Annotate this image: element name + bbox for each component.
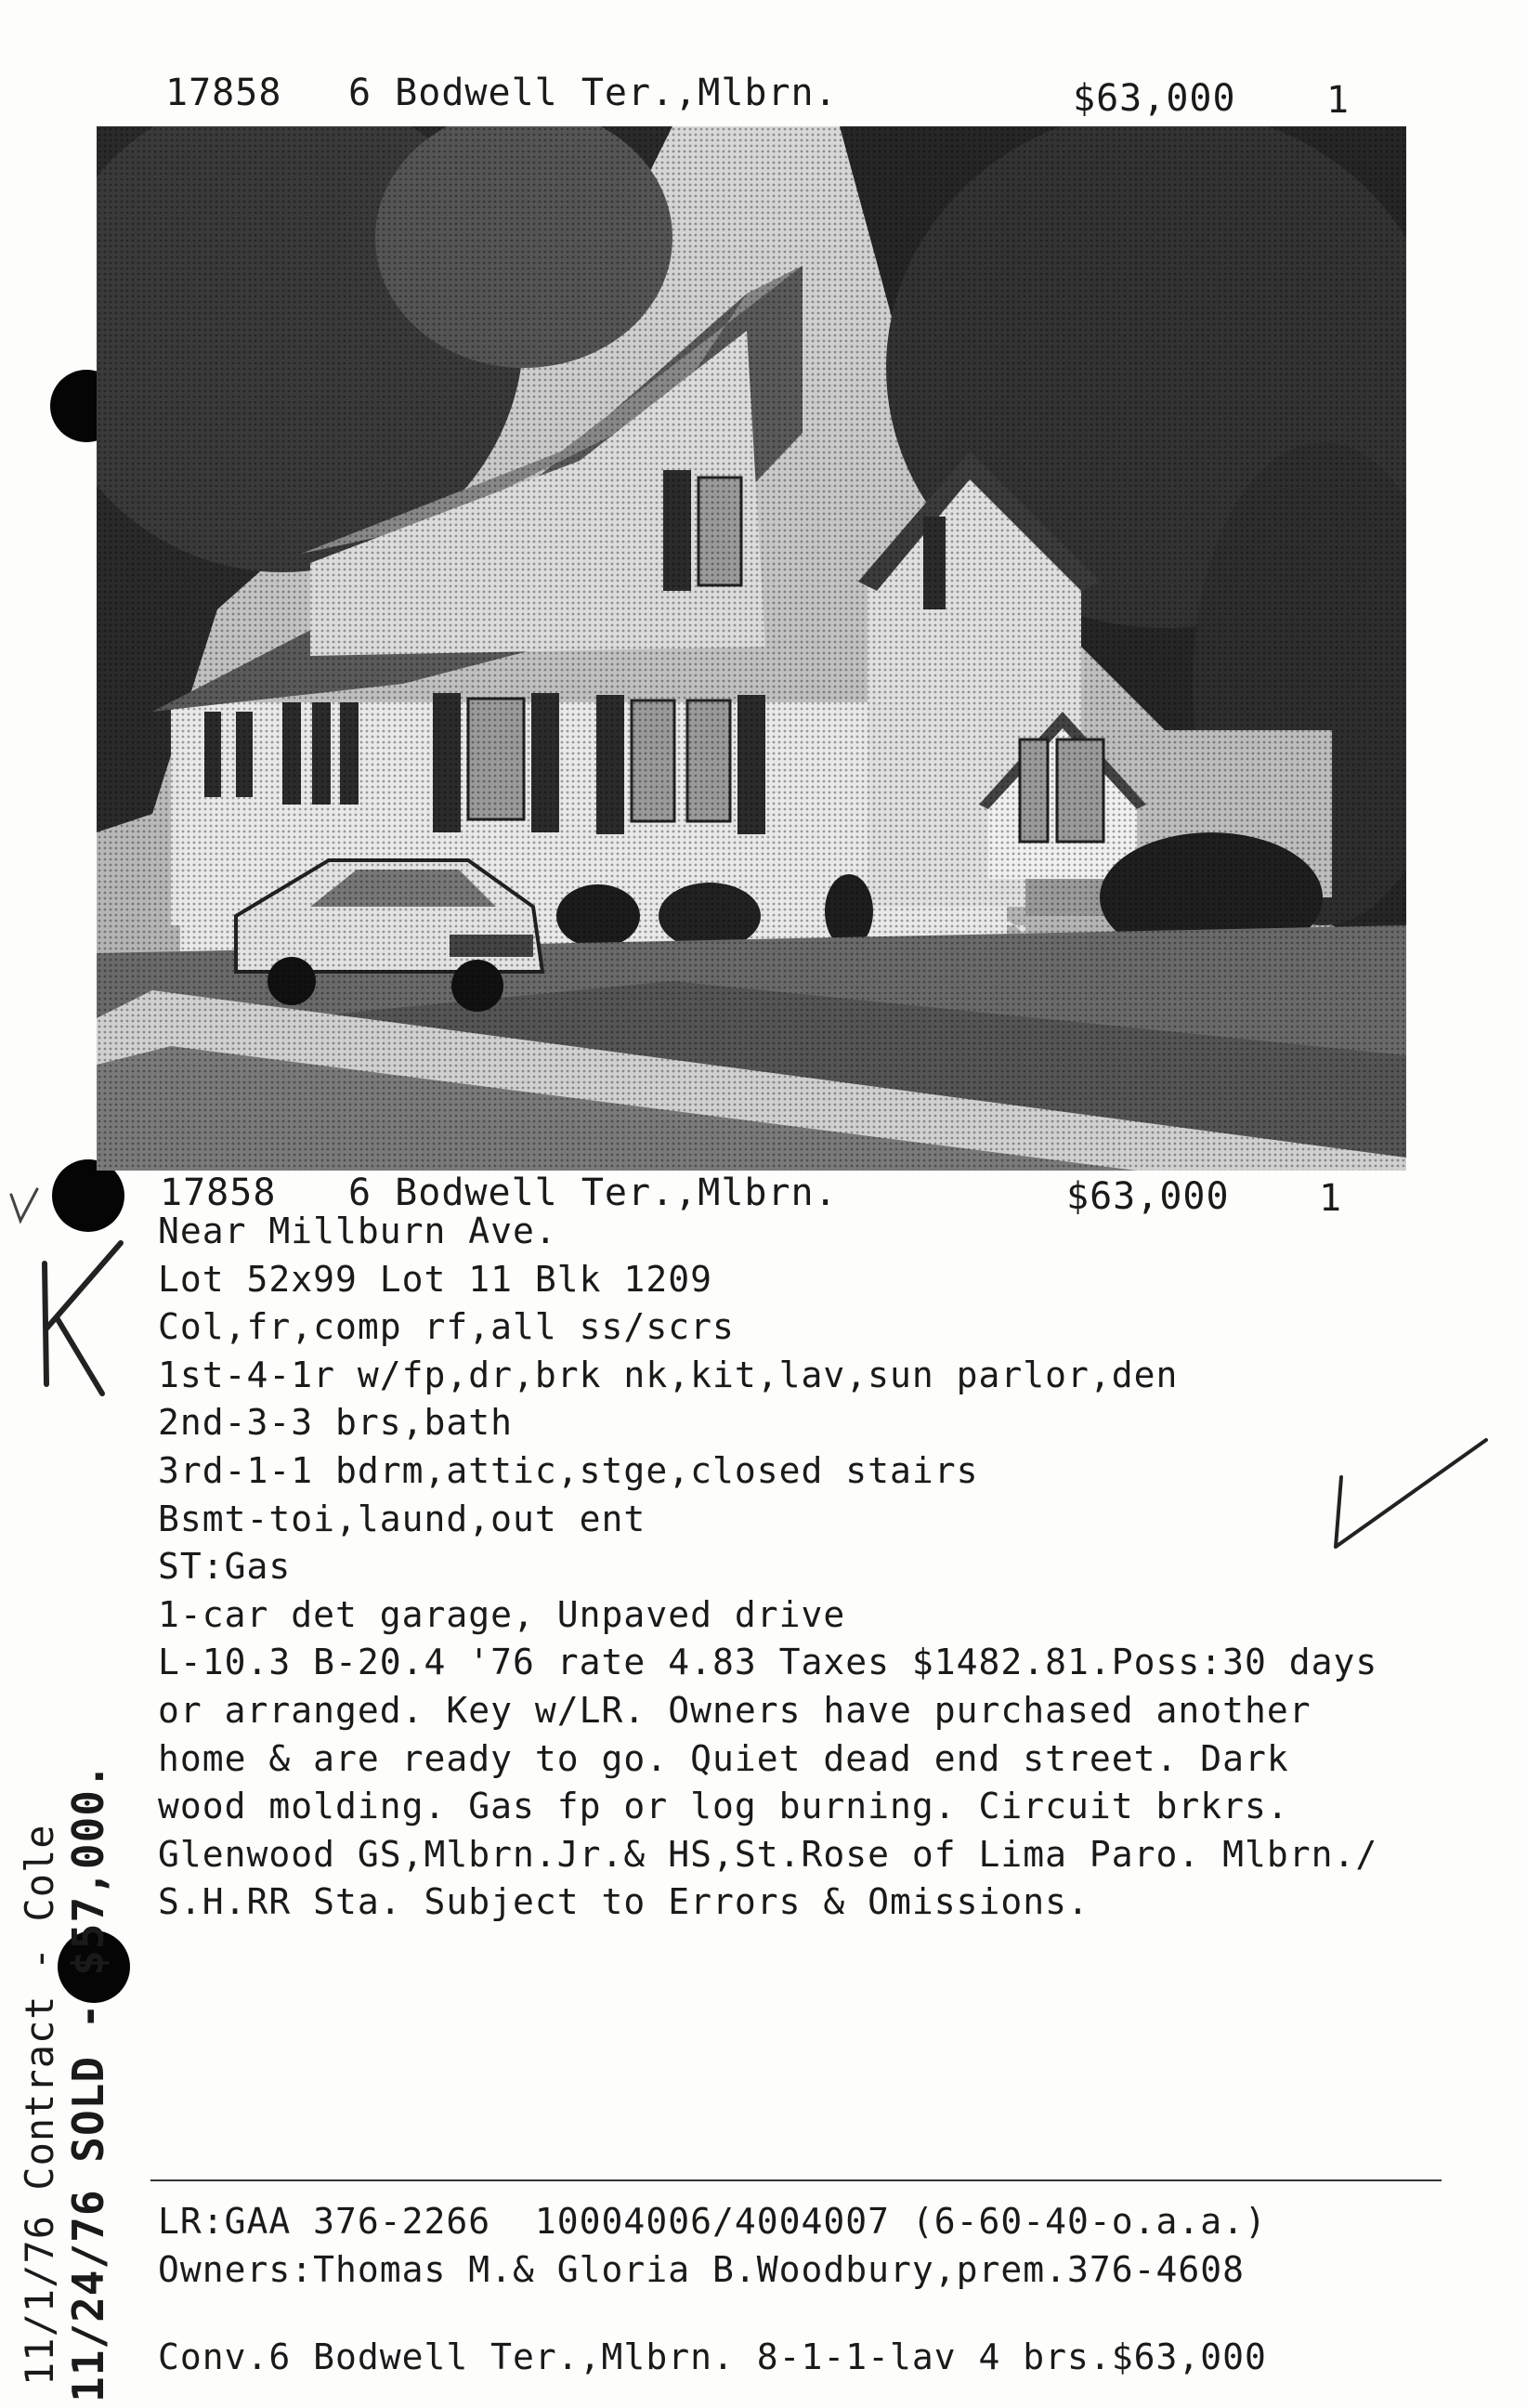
listing-realtor-line: LR:GAA 376-2266 10004006/4004007 (6-60-40-o.a.a.) xyxy=(158,2201,1267,2242)
header-address: 6 Bodwell Ter.,Mlbrn. xyxy=(348,72,838,114)
description-line: home & are ready to go. Quiet dead end street. Dark xyxy=(158,1737,1289,1779)
description-line: Bsmt-toi,laund,out ent xyxy=(158,1498,646,1539)
handwritten-checkmark-icon xyxy=(1328,1431,1495,1561)
sold-note: 11/24/76 SOLD - $57,000. xyxy=(63,1762,113,2402)
footer-divider xyxy=(150,2179,1442,2181)
card-listing-no: 17858 xyxy=(160,1171,277,1214)
description-line: or arranged. Key w/LR. Owners have purchased another xyxy=(158,1689,1312,1731)
description-line: S.H.RR Sta. Subject to Errors & Omissions. xyxy=(158,1881,1090,1923)
house-photo-illustration xyxy=(97,126,1406,1171)
header-page-number: 1 xyxy=(1326,79,1351,122)
description-line: Glenwood GS,Mlbrn.Jr.& HS,St.Rose of Lima Paro. Mlbrn./ xyxy=(158,1833,1378,1875)
description-line: L-10.3 B-20.4 '76 rate 4.83 Taxes $1482.81.Poss:30 days xyxy=(158,1642,1378,1683)
owners-line: Owners:Thomas M.& Gloria B.Woodbury,prem.376-4608 xyxy=(158,2249,1246,2290)
description-line: 1-car det garage, Unpaved drive xyxy=(158,1593,846,1635)
handwritten-k-mark xyxy=(9,1226,139,1412)
handwritten-tick-small xyxy=(0,1180,56,1236)
conventional-summary-line: Conv.6 Bodwell Ter.,Mlbrn. 8-1-1-lav 4 brs.$63,000 xyxy=(158,2336,1267,2377)
description-line: 2nd-3-3 brs,bath xyxy=(158,1402,514,1444)
card-page-number: 1 xyxy=(1319,1177,1343,1220)
description-line: 3rd-1-1 bdrm,attic,stge,closed stairs xyxy=(158,1449,979,1491)
card-price: $63,000 xyxy=(1066,1175,1230,1218)
header-price: $63,000 xyxy=(1073,77,1236,120)
contract-note: 11/1/76 Contract - Cole xyxy=(17,1824,62,2386)
description-line: wood molding. Gas fp or log burning. Circuit brkrs. xyxy=(158,1786,1289,1827)
description-line: 1st-4-1r w/fp,dr,brk nk,kit,lav,sun parlor,den xyxy=(158,1354,1179,1395)
header-listing-no: 17858 xyxy=(165,72,282,114)
description-line: ST:Gas xyxy=(158,1546,292,1588)
description-line: Near Millburn Ave. xyxy=(158,1211,557,1251)
description-line: Lot 52x99 Lot 11 Blk 1209 xyxy=(158,1258,712,1300)
listing-description xyxy=(158,1208,1440,1927)
description-line: Col,fr,comp rf,all ss/scrs xyxy=(158,1306,735,1348)
card-address: 6 Bodwell Ter.,Mlbrn. xyxy=(348,1171,838,1214)
house-photo xyxy=(97,126,1406,1171)
